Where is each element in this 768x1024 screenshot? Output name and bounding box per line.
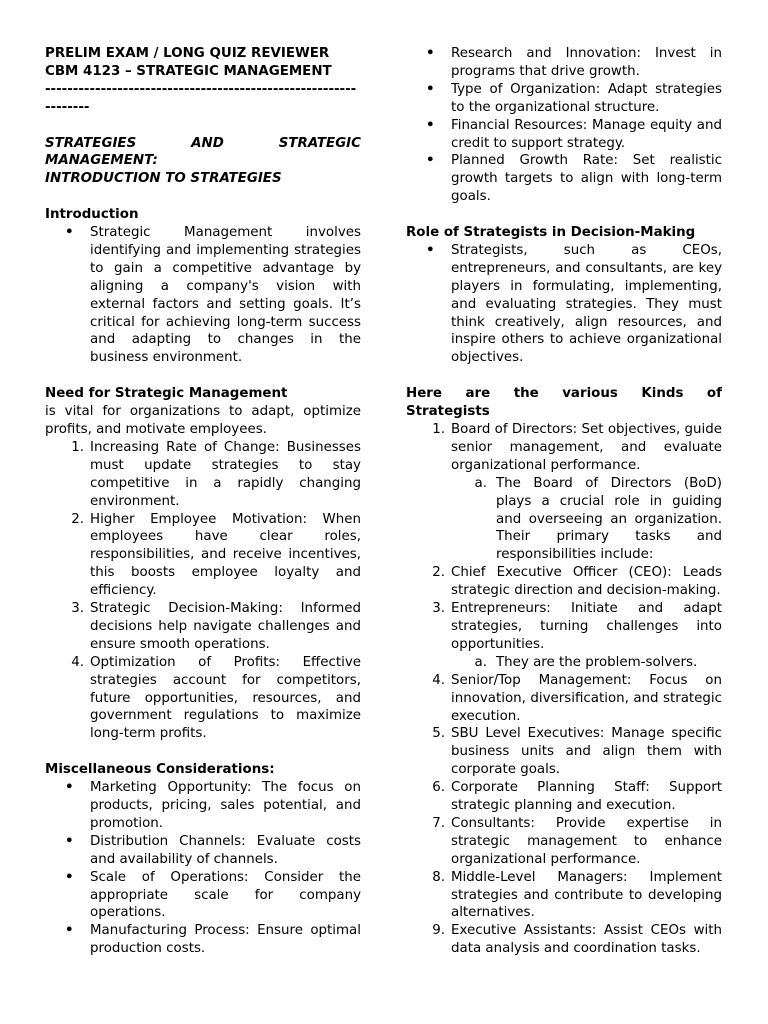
sub-list [451, 654, 722, 672]
list-item: • Financial Resources: Manage equity and credit to support strategy. [406, 117, 722, 153]
chapter-title-line1: STRATEGIES AND STRATEGIC MANAGEMENT: [45, 135, 361, 169]
left-column [45, 45, 361, 958]
need-heading: Need for Strategic Management [45, 386, 288, 402]
list-item [45, 511, 361, 601]
list-item-text: They are the problem-solvers. [496, 654, 698, 670]
list-marker: 1. [71, 439, 84, 455]
list-item-text: Corporate Planning Staff: Support strategic planning and execution. [451, 780, 722, 814]
list-marker: 3. [71, 601, 84, 617]
kinds-heading-line2: Strategists [406, 404, 490, 420]
introduction-heading: Introduction [45, 207, 139, 223]
list-marker: a. [474, 475, 487, 491]
list-item [406, 564, 722, 600]
doc-title-line2: CBM 4123 – STRATEGIC MANAGEMENT [45, 63, 332, 79]
list-item [45, 600, 361, 654]
list-marker: 2. [432, 565, 445, 581]
misc-heading: Miscellaneous Considerations: [45, 762, 275, 778]
list-item-text: Board of Directors: Set objectives, guide senior management, and evaluate organizational performance. [451, 422, 722, 473]
introduction-list [45, 224, 361, 367]
list-item-text: Higher Employee Motivation: When employees have clear roles, responsibilities, and receive incentives, this boosts employee loyalty and efficiency. [90, 511, 361, 599]
kinds-heading: Here are the various Kinds of [406, 386, 722, 402]
list-marker: 5. [432, 726, 445, 742]
list-item [45, 439, 361, 511]
doc-title-line1: PRELIM EXAM / LONG QUIZ REVIEWER [45, 46, 330, 61]
list-item-text: Optimization of Profits: Effective strategies account for competitors, future opportunities, resources, and government regulations to maximize long-term profits. [90, 654, 361, 742]
list-marker: 1. [432, 422, 445, 437]
list-marker: 2. [71, 511, 84, 527]
list-item [406, 672, 722, 726]
list-item: • Strategic Management involves identifying and implementing strategies to gain a competitive advantage by aligning a company's vision with external factors and setting goals. It’s critical for achieving long-term success and adapting to changes in the business environment. [45, 224, 361, 367]
list-marker: 9. [432, 923, 445, 939]
list-item-text: Strategic Decision-Making: Informed decisions help navigate challenges and ensure smooth operations. [90, 601, 361, 652]
list-item-text: Executive Assistants: Assist CEOs with data analysis and coordination tasks. [451, 923, 722, 957]
list-item [406, 922, 722, 958]
list-item [406, 779, 722, 815]
role-heading: Role of Strategists in Decision-Making [406, 225, 696, 241]
right-column [406, 45, 722, 958]
need-list [45, 439, 361, 743]
list-item-text: Senior/Top Management: Focus on innovation, diversification, and strategic execution. [451, 672, 722, 724]
list-item [406, 815, 722, 869]
role-list [406, 242, 722, 367]
list-item-text: Consultants: Provide expertise in strategic management to enhance organizational performance. [451, 815, 722, 867]
list-item-text: Chief Executive Officer (CEO): Leads strategic direction and decision-making. [451, 565, 722, 599]
list-item: • Scale of Operations: Consider the appropriate scale for company operations. [45, 869, 361, 923]
list-marker: a. [474, 654, 487, 670]
kinds-list [406, 421, 722, 958]
list-item [406, 725, 722, 779]
list-item-text: The Board of Directors (BoD) plays a crucial role in guiding and overseeing an organization. Their primary tasks and responsibilities include: [496, 475, 722, 563]
list-marker: 3. [432, 601, 445, 617]
list-item-text: Entrepreneurs: Initiate and adapt strategies, turning challenges into opportunities. [451, 601, 722, 652]
list-item [406, 869, 722, 923]
sub-list [451, 475, 722, 565]
title-rule: ---------------------------------------------------------------- [45, 81, 357, 115]
list-item [406, 421, 722, 564]
list-item-text: SBU Level Executives: Manage specific business units and align them with corporate goals. [451, 726, 722, 778]
sub-list-item [451, 654, 722, 672]
list-marker: 6. [432, 780, 445, 796]
list-marker: 4. [71, 654, 84, 670]
list-marker: 4. [432, 672, 445, 688]
misc-list-left [45, 779, 361, 958]
misc-list-right [406, 45, 722, 206]
list-item: • Research and Innovation: Invest in programs that drive growth. [406, 45, 722, 81]
list-item: • Marketing Opportunity: The focus on products, pricing, sales potential, and promotion. [45, 779, 361, 833]
list-item: • Planned Growth Rate: Set realistic growth targets to align with long-term goals. [406, 152, 722, 206]
list-item [406, 600, 722, 672]
list-item: • Distribution Channels: Evaluate costs and availability of channels. [45, 833, 361, 869]
list-item [45, 654, 361, 744]
chapter-title-line2: INTRODUCTION TO STRATEGIES [45, 171, 282, 187]
list-item-text: Middle-Level Managers: Implement strategies and contribute to developing alternatives. [451, 869, 722, 921]
list-item: • Strategists, such as CEOs, entrepreneurs, and consultants, are key players in formulating, implementing, and evaluating strategies. They must think creatively, align resources, and inspire others to achieve organizational objectives. [406, 242, 722, 367]
list-item: • Manufacturing Process: Ensure optimal production costs. [45, 922, 361, 958]
list-marker: 8. [432, 869, 445, 885]
need-lead: is vital for organizations to adapt, optimize profits, and motivate employees. [45, 404, 361, 437]
list-item-text: Increasing Rate of Change: Businesses must update strategies to stay competitive in a rapidly changing environment. [90, 439, 361, 509]
list-item: • Type of Organization: Adapt strategies to the organizational structure. [406, 81, 722, 117]
sub-list-item [451, 475, 722, 565]
list-marker: 7. [432, 815, 445, 831]
